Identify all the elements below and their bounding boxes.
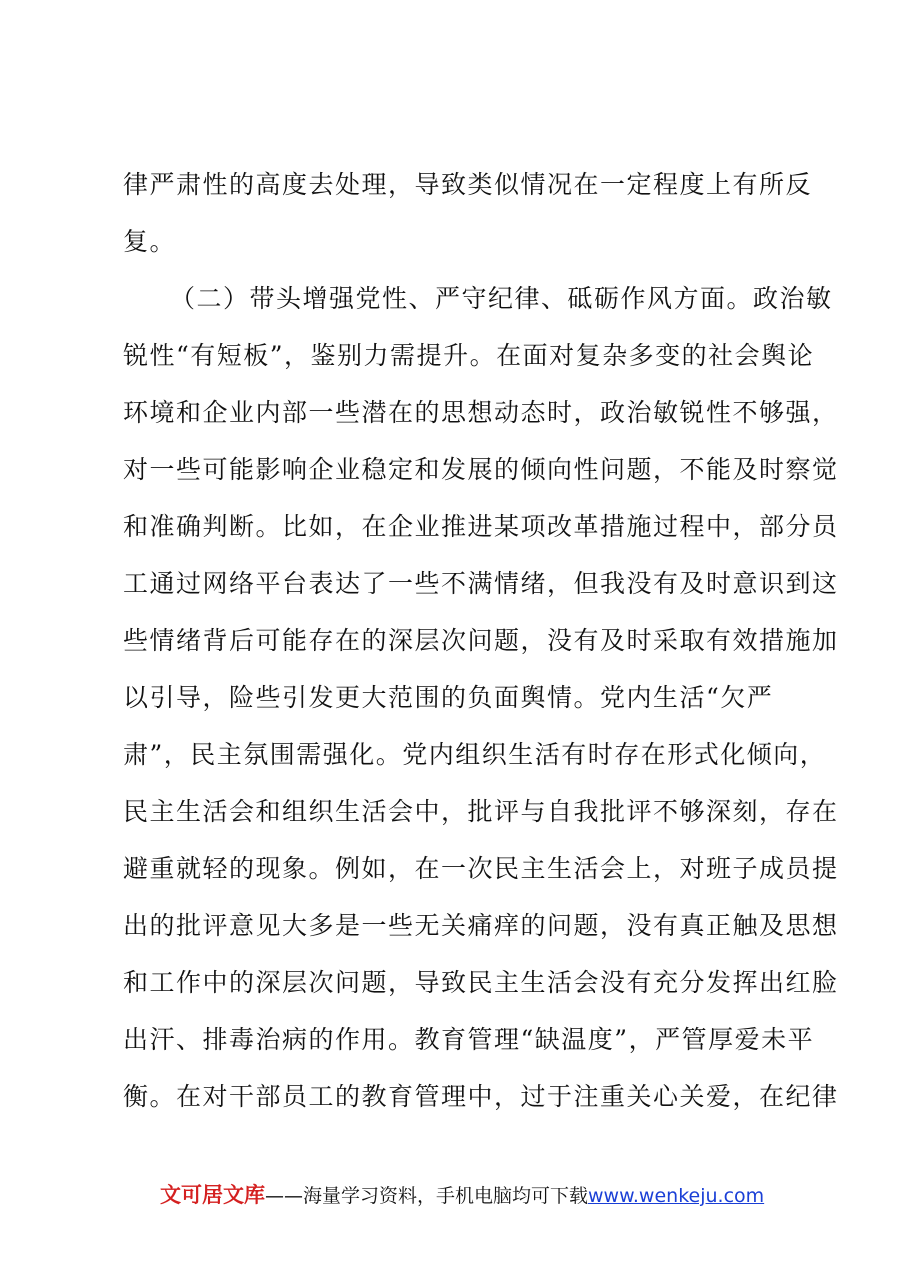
body-text-line: 出的批评意见大多是一些无关痛痒的问题，没有真正触及思想	[123, 911, 839, 940]
footer-brand: 文可居文库	[160, 1183, 265, 1207]
footer-tagline: ——海量学习资料，手机电脑均可下载	[265, 1185, 589, 1207]
section-heading-line: （二）带头增强党性、严守纪律、砥砺作风方面。政治敏	[170, 284, 833, 313]
body-text-line: 民主生活会和组织生活会中，批评与自我批评不够深刻，存在	[123, 797, 839, 826]
body-text-line: 工通过网络平台表达了一些不满情绪，但我没有及时意识到这	[123, 569, 839, 598]
body-text-line: 律严肃性的高度去处理，导致类似情况在一定程度上有所反	[123, 170, 813, 199]
footer-banner	[160, 1183, 764, 1208]
body-text-line: 和准确判断。比如，在企业推进某项改革措施过程中，部分员	[123, 512, 839, 541]
footer-url-link[interactable]: www.wenkeju.com	[588, 1185, 765, 1207]
body-text-line: 衡。在对干部员工的教育管理中，过于注重关心关爱，在纪律	[123, 1082, 839, 1111]
body-text-line: 以引导，险些引发更大范围的负面舆情。党内生活“欠严	[123, 683, 774, 712]
body-text-line: 肃”，民主氛围需强化。党内组织生活有时存在形式化倾向，	[123, 740, 827, 769]
body-text-line: 出汗、排毒治病的作用。教育管理“缺温度”，严管厚爱未平	[123, 1025, 815, 1054]
body-text-line: 环境和企业内部一些潜在的思想动态时，政治敏锐性不够强，	[123, 398, 839, 427]
body-text-line: 锐性“有短板”，鉴别力需提升。在面对复杂多变的社会舆论	[123, 341, 815, 370]
body-text-line: 对一些可能影响企业稳定和发展的倾向性问题，不能及时察觉	[123, 455, 839, 484]
body-text-line: 些情绪背后可能存在的深层次问题，没有及时采取有效措施加	[123, 626, 839, 655]
body-text-line: 避重就轻的现象。例如，在一次民主生活会上，对班子成员提	[123, 854, 839, 883]
body-text-line: 和工作中的深层次问题，导致民主生活会没有充分发挥出红脸	[123, 968, 839, 997]
body-text-line: 复。	[123, 227, 177, 256]
